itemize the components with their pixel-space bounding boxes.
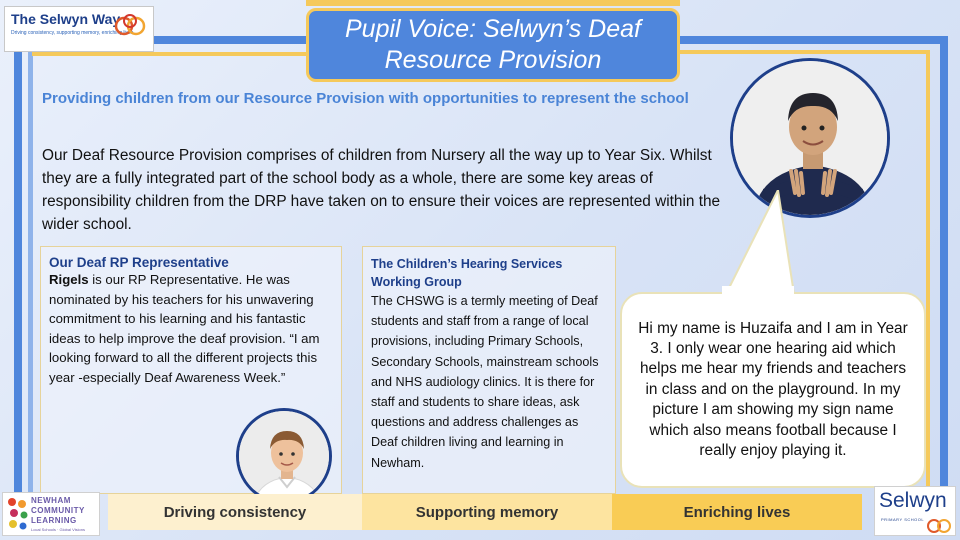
selwyn-logo-sub: PRIMARY SCHOOL — [881, 517, 925, 522]
speech-bubble — [620, 292, 926, 488]
rep-card-text: is our RP Representative. He was nominated by his teachers for his unwavering commitment to his learning and his fantastic ideas to help improve the deaf provision. “I am looking forward to all the different projects this year -especially Deaf Awareness Week.” — [49, 272, 320, 385]
frame-line — [680, 36, 946, 44]
rep-card-heading: Our Deaf RP Representative — [49, 255, 229, 270]
footer-supporting-memory: Supporting memory — [362, 494, 612, 530]
frame-line — [28, 42, 33, 494]
logo-tagline: Driving consistency, supporting memory, enriching lives — [11, 30, 134, 36]
rings-icon — [925, 515, 955, 535]
page-title-box — [306, 8, 680, 82]
dots-icon — [6, 497, 30, 531]
speech-bubble-text: Hi my name is Huzaifa and I am in Year 3. I only wear one hearing aid which helps me hear my friends and teachers in class and on the playground. In my picture I am showing my sign name which also means football because I really enjoy playing it. — [638, 319, 908, 460]
newham-tagline: Local Schools · Global Visions — [31, 527, 85, 532]
page-title: Pupil Voice: Selwyn’s Deaf Resource Provision — [345, 15, 641, 74]
selwyn-way-logo — [4, 6, 154, 52]
intro-paragraph: Our Deaf Resource Provision comprises of children from Nursery all the way up to Year Six. Whilst they are a fully integrated part of the school body as a whole, there are some key areas of responsibility children from the DRP have taken on to ensure their voices are represented within the wider school. — [42, 147, 721, 233]
newham-logo-words — [31, 496, 85, 526]
footer-driving-consistency: Driving consistency — [108, 494, 362, 530]
selwyn-primary-logo — [874, 486, 956, 536]
newham-community-learning-logo — [2, 492, 100, 536]
subtitle: Providing children from our Resource Provision with opportunities to represent the school — [42, 90, 689, 107]
logo-title: The Selwyn Way — [11, 11, 121, 27]
frame-line — [14, 42, 22, 494]
rep-card-body — [49, 270, 333, 388]
chswg-card-body: The CHSWG is a termly meeting of Deaf students and staff from a range of local provisions, including Primary Schools, Secondary Schools, mainstream schools and NHS audiology clinics. It is there for staff and students to share ideas, ask questions and address challenges as Deaf children living and learning in Newham. — [371, 294, 599, 470]
bubble-seam — [722, 286, 794, 298]
frame-line — [680, 50, 930, 54]
frame-line — [32, 52, 306, 56]
newham-line-2: COMMUNITY — [31, 506, 85, 515]
frame-line — [306, 0, 680, 6]
rep-photo — [236, 408, 332, 504]
frame-line — [926, 50, 930, 490]
speech-bubble-tail — [718, 190, 800, 298]
rings-icon — [113, 13, 147, 37]
newham-line-1: NEWHAM — [31, 496, 71, 505]
rep-name: Rigels — [49, 272, 89, 287]
chswg-card — [362, 246, 616, 494]
footer-enriching-lives: Enriching lives — [612, 494, 862, 530]
selwyn-logo-word: Selwyn — [879, 489, 947, 512]
newham-line-3: LEARNING — [31, 516, 77, 525]
chswg-card-heading: The Children’s Hearing Services Working Group — [371, 257, 563, 289]
frame-line — [940, 36, 948, 492]
